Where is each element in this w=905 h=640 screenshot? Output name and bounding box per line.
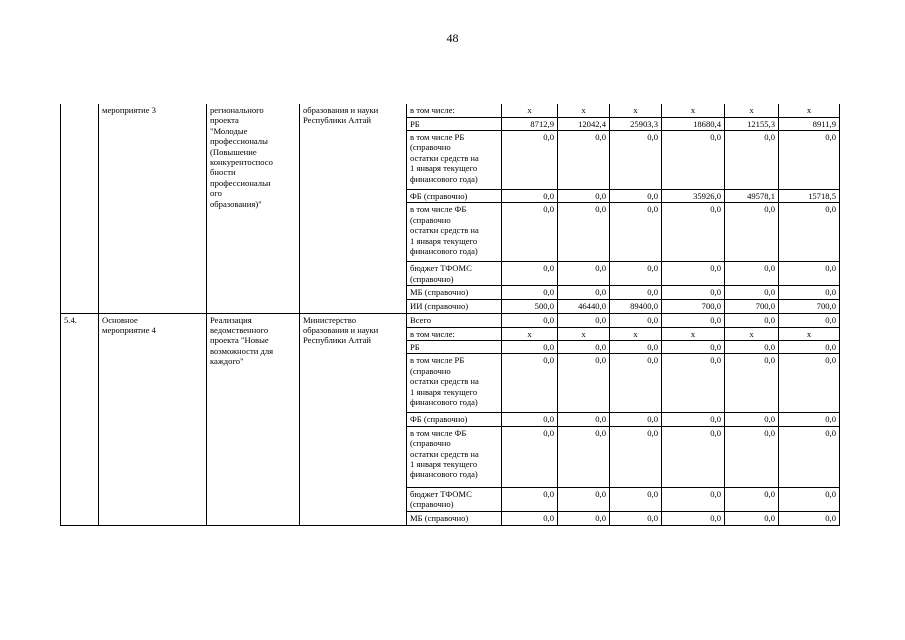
value-cell: 8712,9 <box>502 117 558 130</box>
value-cell: 0,0 <box>502 354 558 413</box>
value-cell: 18680,4 <box>662 117 725 130</box>
section-project: регионального проекта "Молодые профессионалы (Повышение конкурентоспосо бности профессиональн ого образования)" <box>207 104 300 313</box>
value-cell: 0,0 <box>610 313 662 327</box>
value-cell: 0,0 <box>725 511 779 525</box>
value-cell: 0,0 <box>779 203 840 262</box>
value-cell: 0,0 <box>779 511 840 525</box>
value-cell: 0,0 <box>725 426 779 487</box>
section-code <box>61 104 99 313</box>
value-cell: х <box>610 327 662 340</box>
value-cell: х <box>725 104 779 117</box>
value-cell: 0,0 <box>610 286 662 299</box>
value-cell: 0,0 <box>725 203 779 262</box>
value-cell: х <box>662 327 725 340</box>
value-cell: 0,0 <box>662 487 725 511</box>
value-cell: 0,0 <box>502 313 558 327</box>
value-cell: 0,0 <box>662 413 725 426</box>
value-cell: 0,0 <box>558 189 610 202</box>
section-name: Основное мероприятие 4 <box>99 313 207 525</box>
value-cell: 0,0 <box>558 313 610 327</box>
value-cell: х <box>558 327 610 340</box>
value-cell: 89400,0 <box>610 299 662 313</box>
funding-source: бюджет ТФОМС (справочно) <box>407 262 502 286</box>
section-name: мероприятие 3 <box>99 104 207 313</box>
value-cell: 0,0 <box>558 487 610 511</box>
value-cell: 0,0 <box>662 354 725 413</box>
value-cell: 0,0 <box>558 130 610 189</box>
value-cell: х <box>558 104 610 117</box>
value-cell: 0,0 <box>502 203 558 262</box>
value-cell: 0,0 <box>725 286 779 299</box>
value-cell: 35926,0 <box>662 189 725 202</box>
funding-source: в том числе ФБ (справочно остатки средств на 1 января текущего финансового года) <box>407 426 502 487</box>
funding-source: МБ (справочно) <box>407 511 502 525</box>
value-cell: 0,0 <box>662 203 725 262</box>
value-cell: 0,0 <box>610 262 662 286</box>
value-cell: 700,0 <box>662 299 725 313</box>
value-cell: 0,0 <box>558 262 610 286</box>
value-cell: 0,0 <box>779 130 840 189</box>
value-cell: 0,0 <box>725 487 779 511</box>
funding-source: бюджет ТФОМС (справочно) <box>407 487 502 511</box>
funding-source: ФБ (справочно) <box>407 189 502 202</box>
value-cell: х <box>610 104 662 117</box>
value-cell: 0,0 <box>502 262 558 286</box>
value-cell: 0,0 <box>610 487 662 511</box>
value-cell: 0,0 <box>779 340 840 353</box>
value-cell: 0,0 <box>725 313 779 327</box>
funding-source: в том числе: <box>407 104 502 117</box>
value-cell: 0,0 <box>725 340 779 353</box>
section-code: 5.4. <box>61 313 99 525</box>
value-cell: 0,0 <box>610 511 662 525</box>
value-cell: 0,0 <box>558 286 610 299</box>
funding-source: в том числе: <box>407 327 502 340</box>
funding-source: МБ (справочно) <box>407 286 502 299</box>
value-cell: 0,0 <box>558 413 610 426</box>
value-cell: х <box>662 104 725 117</box>
value-cell: 0,0 <box>725 130 779 189</box>
value-cell: х <box>502 327 558 340</box>
value-cell: 700,0 <box>725 299 779 313</box>
funding-source: ИИ (справочно) <box>407 299 502 313</box>
funding-source: в том числе ФБ (справочно остатки средств на 1 января текущего финансового года) <box>407 203 502 262</box>
value-cell: 0,0 <box>725 354 779 413</box>
value-cell: 0,0 <box>502 413 558 426</box>
value-cell: 0,0 <box>502 286 558 299</box>
value-cell: 0,0 <box>502 511 558 525</box>
value-cell: 0,0 <box>558 354 610 413</box>
value-cell: х <box>502 104 558 117</box>
value-cell: 0,0 <box>558 511 610 525</box>
funding-source: в том числе РБ (справочно остатки средств на 1 января текущего финансового года) <box>407 354 502 413</box>
value-cell: 0,0 <box>502 340 558 353</box>
value-cell: 46440,0 <box>558 299 610 313</box>
value-cell: 500,0 <box>502 299 558 313</box>
value-cell: 8911,9 <box>779 117 840 130</box>
value-cell: 0,0 <box>779 262 840 286</box>
value-cell: 0,0 <box>558 203 610 262</box>
value-cell: 15718,5 <box>779 189 840 202</box>
value-cell: 0,0 <box>610 354 662 413</box>
value-cell: 0,0 <box>502 426 558 487</box>
value-cell: 25903,3 <box>610 117 662 130</box>
section-executor: Министерство образования и науки Республики Алтай <box>300 313 407 525</box>
value-cell: 0,0 <box>662 340 725 353</box>
value-cell: 0,0 <box>610 413 662 426</box>
value-cell: 49578,1 <box>725 189 779 202</box>
value-cell: х <box>779 104 840 117</box>
value-cell: 0,0 <box>662 262 725 286</box>
value-cell: 0,0 <box>610 203 662 262</box>
value-cell: 0,0 <box>779 354 840 413</box>
value-cell: 0,0 <box>558 340 610 353</box>
value-cell: 0,0 <box>610 130 662 189</box>
funding-source: РБ <box>407 340 502 353</box>
funding-source: ФБ (справочно) <box>407 413 502 426</box>
value-cell: 0,0 <box>779 286 840 299</box>
value-cell: 0,0 <box>779 487 840 511</box>
value-cell: 0,0 <box>610 189 662 202</box>
page-number: 48 <box>446 31 459 45</box>
budget-table <box>60 104 840 526</box>
value-cell: 0,0 <box>662 130 725 189</box>
value-cell: 12042,4 <box>558 117 610 130</box>
value-cell: 12155,3 <box>725 117 779 130</box>
funding-source: РБ <box>407 117 502 130</box>
table-row <box>61 104 840 117</box>
value-cell: 0,0 <box>725 413 779 426</box>
value-cell: 0,0 <box>779 413 840 426</box>
value-cell: 0,0 <box>558 426 610 487</box>
value-cell: 0,0 <box>662 511 725 525</box>
funding-source: в том числе РБ (справочно остатки средств на 1 января текущего финансового года) <box>407 130 502 189</box>
section-project: Реализация ведомственного проекта "Новые возможности для каждого" <box>207 313 300 525</box>
value-cell: х <box>725 327 779 340</box>
value-cell: 0,0 <box>662 286 725 299</box>
value-cell: 0,0 <box>502 189 558 202</box>
value-cell: х <box>779 327 840 340</box>
value-cell: 0,0 <box>779 426 840 487</box>
value-cell: 0,0 <box>725 262 779 286</box>
table-row <box>61 313 840 327</box>
funding-source: Всего <box>407 313 502 327</box>
value-cell: 0,0 <box>610 426 662 487</box>
value-cell: 0,0 <box>779 313 840 327</box>
value-cell: 0,0 <box>502 130 558 189</box>
value-cell: 0,0 <box>662 426 725 487</box>
value-cell: 0,0 <box>502 487 558 511</box>
section-executor: образования и науки Республики Алтай <box>300 104 407 313</box>
value-cell: 0,0 <box>610 340 662 353</box>
value-cell: 700,0 <box>779 299 840 313</box>
value-cell: 0,0 <box>662 313 725 327</box>
